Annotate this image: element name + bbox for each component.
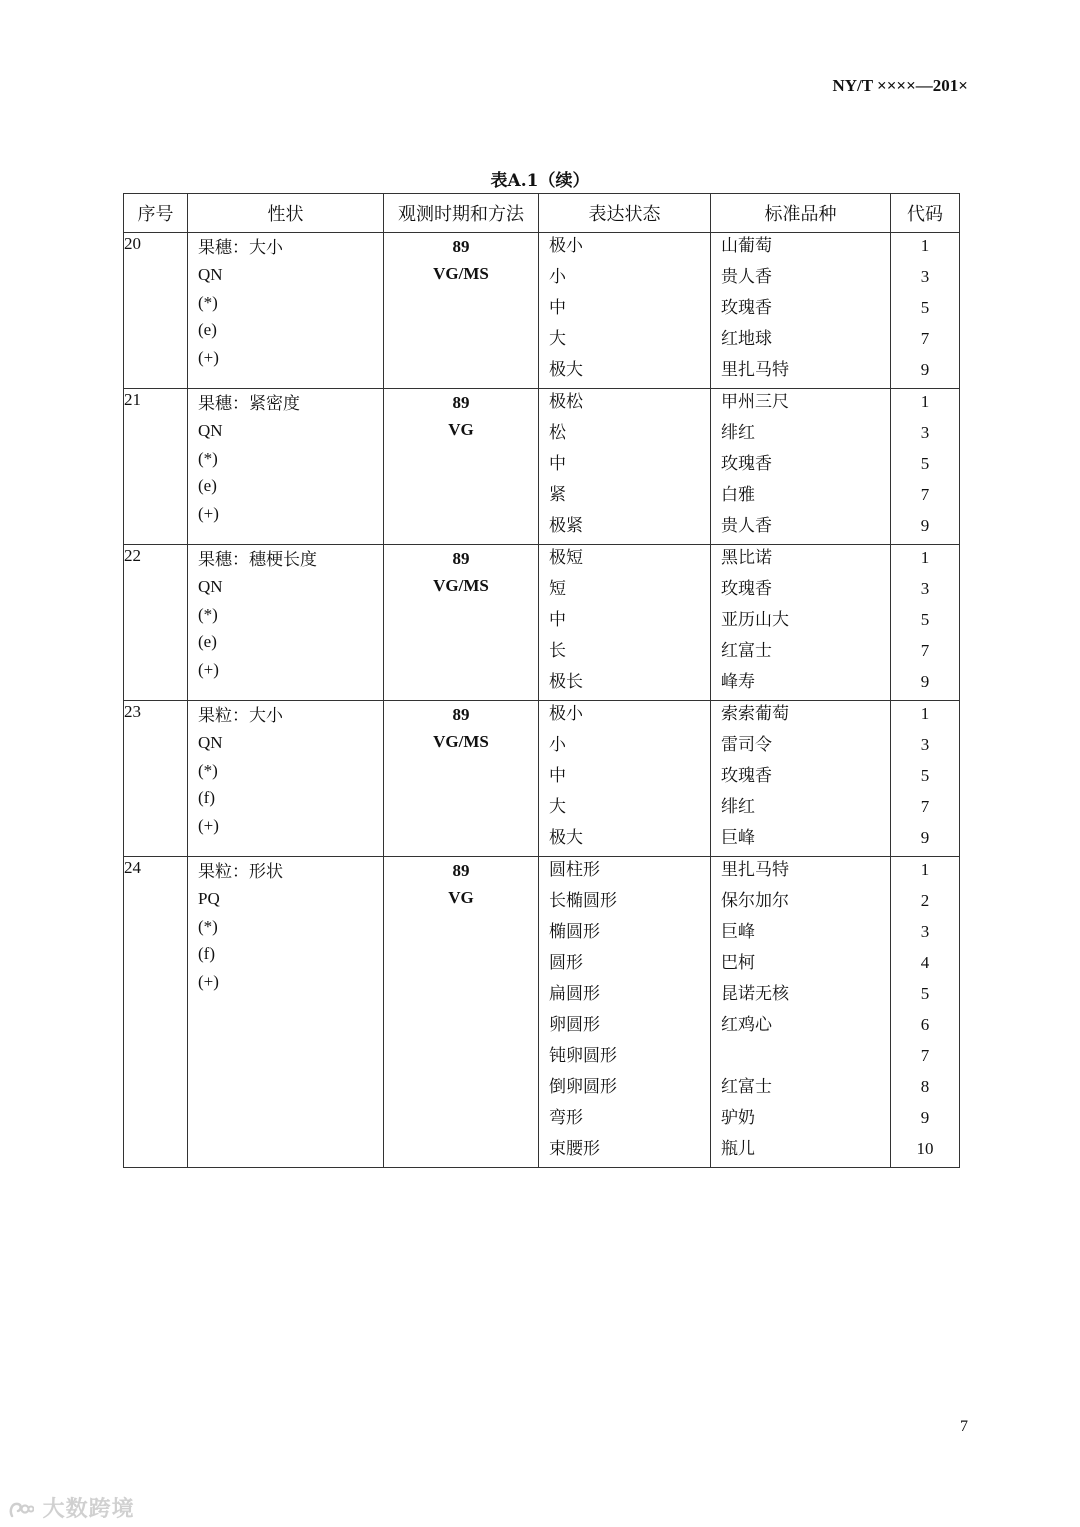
column-header-trait: 性状 bbox=[188, 194, 384, 233]
trait-tag: (*) bbox=[198, 916, 218, 936]
state-item: 紧 bbox=[549, 485, 566, 505]
state-item: 极大 bbox=[549, 360, 583, 380]
code-item: 5 bbox=[920, 984, 930, 1003]
variety-item: 贵人香 bbox=[721, 267, 772, 287]
variety-item: 红富士 bbox=[721, 641, 772, 661]
variety-item: 玫瑰香 bbox=[721, 579, 772, 599]
watermark bbox=[8, 1492, 135, 1523]
table-row bbox=[124, 701, 960, 857]
state-item: 极紧 bbox=[549, 516, 583, 536]
code-item: 7 bbox=[920, 485, 930, 504]
state-item: 扁圆形 bbox=[549, 984, 600, 1004]
observation-method: VG/MS bbox=[433, 576, 489, 595]
table-row bbox=[124, 389, 960, 545]
state-cell bbox=[539, 233, 711, 389]
variety-item: 驴奶 bbox=[721, 1108, 755, 1128]
trait-tag: (*) bbox=[198, 292, 218, 312]
state-item: 极长 bbox=[549, 672, 583, 692]
trait-tag: (f) bbox=[198, 944, 215, 963]
trait-cell bbox=[188, 701, 384, 857]
table-row bbox=[124, 233, 960, 389]
variety-item: 峰寿 bbox=[721, 672, 755, 692]
code-item: 9 bbox=[920, 1108, 930, 1127]
state-item: 倒卵圆形 bbox=[549, 1077, 617, 1097]
method-cell bbox=[384, 389, 539, 545]
trait-cell bbox=[188, 389, 384, 545]
code-item: 3 bbox=[920, 423, 930, 442]
variety-item: 索索葡萄 bbox=[721, 704, 789, 724]
trait-tag: (*) bbox=[198, 448, 218, 468]
trait-tag: (f) bbox=[198, 788, 215, 807]
code-item: 1 bbox=[920, 704, 930, 723]
page-number: 7 bbox=[960, 1418, 968, 1435]
trait-tag: PQ bbox=[198, 889, 220, 908]
method-cell bbox=[384, 233, 539, 389]
table-caption: 表A.1（续） bbox=[490, 171, 590, 191]
trait-tag: (+) bbox=[198, 815, 219, 835]
state-item: 中 bbox=[549, 766, 566, 786]
state-item: 极大 bbox=[549, 828, 583, 848]
variety-item bbox=[711, 1043, 890, 1074]
state-cell bbox=[539, 857, 711, 1168]
variety-cell bbox=[711, 389, 891, 545]
trait-cell bbox=[188, 857, 384, 1168]
code-item: 4 bbox=[920, 953, 930, 972]
seq-cell: 24 bbox=[124, 857, 188, 1168]
variety-item: 黑比诺 bbox=[721, 548, 772, 568]
watermark-logo-icon bbox=[8, 1500, 34, 1520]
growth-stage: 89 bbox=[452, 861, 470, 880]
state-item: 松 bbox=[549, 423, 566, 443]
method-cell bbox=[384, 857, 539, 1168]
variety-item: 昆诺无核 bbox=[721, 984, 789, 1004]
variety-item: 山葡萄 bbox=[721, 236, 772, 256]
state-item: 中 bbox=[549, 298, 566, 318]
state-item: 大 bbox=[549, 797, 566, 817]
code-item: 9 bbox=[920, 360, 930, 379]
trait-tag: QN bbox=[198, 577, 223, 596]
code-item: 3 bbox=[920, 579, 930, 598]
code-item: 3 bbox=[920, 922, 930, 941]
trait-tag: QN bbox=[198, 265, 223, 284]
variety-item: 里扎马特 bbox=[721, 360, 789, 380]
trait-name: 果粒：大小 bbox=[198, 706, 283, 726]
trait-tag: (*) bbox=[198, 760, 218, 780]
variety-item: 玫瑰香 bbox=[721, 766, 772, 786]
variety-item: 雷司令 bbox=[721, 735, 772, 755]
state-item: 小 bbox=[549, 735, 566, 755]
variety-cell bbox=[711, 701, 891, 857]
trait-tag: (+) bbox=[198, 347, 219, 367]
code-item: 9 bbox=[920, 516, 930, 535]
state-item: 极小 bbox=[549, 236, 583, 256]
code-item: 1 bbox=[920, 236, 930, 255]
variety-item: 巨峰 bbox=[721, 922, 755, 942]
variety-item: 瓶儿 bbox=[721, 1139, 755, 1159]
code-item: 10 bbox=[916, 1139, 934, 1158]
state-item: 极小 bbox=[549, 704, 583, 724]
state-item: 束腰形 bbox=[549, 1139, 600, 1159]
variety-item: 巴柯 bbox=[721, 953, 755, 973]
variety-item: 玫瑰香 bbox=[721, 298, 772, 318]
variety-cell bbox=[711, 857, 891, 1168]
variety-item: 甲州三尺 bbox=[721, 392, 789, 412]
code-item: 1 bbox=[920, 860, 930, 879]
document-code: NY/T ××××—201× bbox=[832, 76, 968, 95]
trait-name: 果穗：穗梗长度 bbox=[198, 550, 317, 570]
seq-cell: 21 bbox=[124, 389, 188, 545]
code-item: 3 bbox=[920, 267, 930, 286]
column-header-seq: 序号 bbox=[124, 194, 188, 233]
variety-item: 巨峰 bbox=[721, 828, 755, 848]
state-item: 中 bbox=[549, 610, 566, 630]
code-item: 9 bbox=[920, 828, 930, 847]
variety-item: 绯红 bbox=[721, 423, 755, 443]
seq-cell: 23 bbox=[124, 701, 188, 857]
state-item: 钝卵圆形 bbox=[549, 1046, 617, 1066]
variety-item: 红地球 bbox=[721, 329, 772, 349]
variety-item: 红富士 bbox=[721, 1077, 772, 1097]
trait-tag: (+) bbox=[198, 659, 219, 679]
variety-item: 保尔加尔 bbox=[721, 891, 789, 911]
trait-name: 果穗：大小 bbox=[198, 238, 283, 258]
column-header-code: 代码 bbox=[891, 194, 960, 233]
state-item: 长 bbox=[549, 641, 566, 661]
code-cell bbox=[891, 701, 960, 857]
trait-tag: (e) bbox=[198, 320, 217, 339]
code-item: 5 bbox=[920, 454, 930, 473]
code-item: 5 bbox=[920, 298, 930, 317]
method-cell bbox=[384, 701, 539, 857]
trait-name: 果穗：紧密度 bbox=[198, 394, 300, 414]
code-item: 5 bbox=[920, 766, 930, 785]
code-cell bbox=[891, 389, 960, 545]
code-item: 2 bbox=[920, 891, 930, 910]
state-item: 极短 bbox=[549, 548, 583, 568]
state-item: 圆形 bbox=[549, 953, 583, 973]
variety-item: 里扎马特 bbox=[721, 860, 789, 880]
table-header-row bbox=[124, 194, 960, 233]
variety-item: 白雅 bbox=[721, 485, 755, 505]
code-item: 6 bbox=[920, 1015, 930, 1034]
column-header-method: 观测时期和方法 bbox=[384, 194, 539, 233]
variety-item: 绯红 bbox=[721, 797, 755, 817]
characteristics-table bbox=[123, 193, 960, 1168]
code-item: 7 bbox=[920, 641, 930, 660]
trait-tag: (e) bbox=[198, 632, 217, 651]
variety-item: 红鸡心 bbox=[721, 1015, 772, 1035]
column-header-state: 表达状态 bbox=[539, 194, 711, 233]
growth-stage: 89 bbox=[452, 549, 470, 568]
state-item: 卵圆形 bbox=[549, 1015, 600, 1035]
trait-tag: (+) bbox=[198, 971, 219, 991]
code-item: 3 bbox=[920, 735, 930, 754]
state-cell bbox=[539, 389, 711, 545]
growth-stage: 89 bbox=[452, 393, 470, 412]
seq-cell: 20 bbox=[124, 233, 188, 389]
trait-tag: QN bbox=[198, 421, 223, 440]
code-item: 7 bbox=[920, 329, 930, 348]
observation-method: VG bbox=[448, 420, 474, 439]
method-cell bbox=[384, 545, 539, 701]
table-row bbox=[124, 545, 960, 701]
state-cell bbox=[539, 701, 711, 857]
code-cell bbox=[891, 233, 960, 389]
code-item: 9 bbox=[920, 672, 930, 691]
trait-tag: QN bbox=[198, 733, 223, 752]
variety-item: 亚历山大 bbox=[721, 610, 789, 630]
trait-tag: (*) bbox=[198, 604, 218, 624]
trait-name: 果粒：形状 bbox=[198, 862, 283, 882]
code-item: 8 bbox=[920, 1077, 930, 1096]
growth-stage: 89 bbox=[452, 237, 470, 256]
seq-cell: 22 bbox=[124, 545, 188, 701]
column-header-variety: 标准品种 bbox=[711, 194, 891, 233]
variety-cell bbox=[711, 545, 891, 701]
trait-tag: (e) bbox=[198, 476, 217, 495]
code-item: 5 bbox=[920, 610, 930, 629]
state-item: 极松 bbox=[549, 392, 583, 412]
state-item: 长椭圆形 bbox=[549, 891, 617, 911]
growth-stage: 89 bbox=[452, 705, 470, 724]
watermark-text: 大数跨境 bbox=[42, 1497, 135, 1522]
state-item: 中 bbox=[549, 454, 566, 474]
state-item: 椭圆形 bbox=[549, 922, 600, 942]
variety-item: 玫瑰香 bbox=[721, 454, 772, 474]
code-item: 7 bbox=[920, 1046, 930, 1065]
observation-method: VG bbox=[448, 888, 474, 907]
observation-method: VG/MS bbox=[433, 732, 489, 751]
trait-tag: (+) bbox=[198, 503, 219, 523]
state-cell bbox=[539, 545, 711, 701]
code-item: 1 bbox=[920, 392, 930, 411]
trait-cell bbox=[188, 233, 384, 389]
trait-cell bbox=[188, 545, 384, 701]
observation-method: VG/MS bbox=[433, 264, 489, 283]
state-item: 小 bbox=[549, 267, 566, 287]
variety-cell bbox=[711, 233, 891, 389]
code-cell bbox=[891, 545, 960, 701]
code-item: 1 bbox=[920, 548, 930, 567]
code-item: 7 bbox=[920, 797, 930, 816]
variety-item: 贵人香 bbox=[721, 516, 772, 536]
state-item: 大 bbox=[549, 329, 566, 349]
state-item: 弯形 bbox=[549, 1108, 583, 1128]
state-item: 短 bbox=[549, 579, 566, 599]
state-item: 圆柱形 bbox=[549, 860, 600, 880]
table-row bbox=[124, 857, 960, 1168]
code-cell bbox=[891, 857, 960, 1168]
